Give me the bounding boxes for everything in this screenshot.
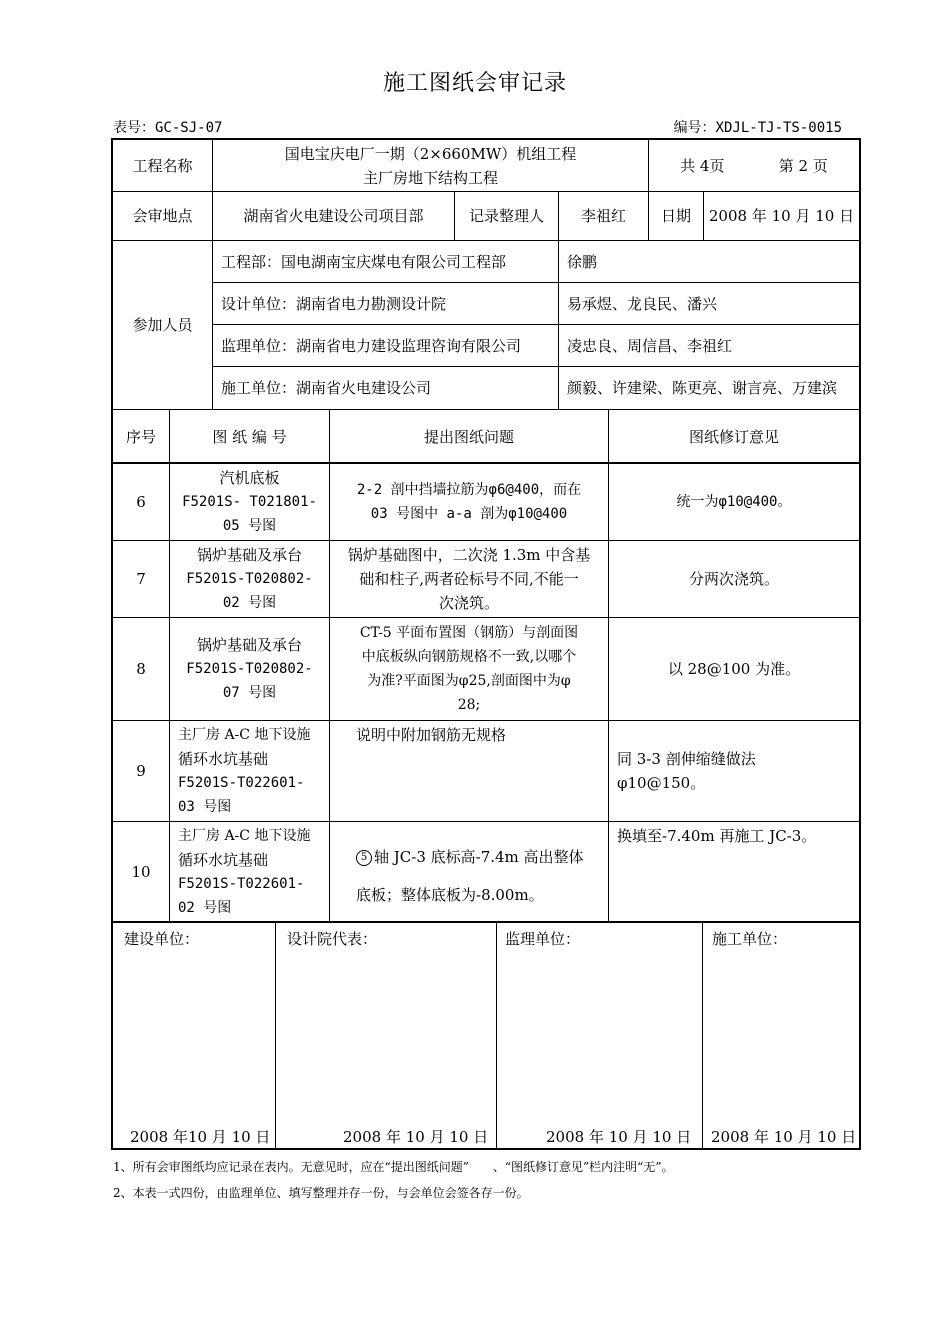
issue-line-text: 轴 JC-3 底标高-7.4m 高出整体 — [374, 848, 584, 866]
page-current: 第 2 页 — [778, 156, 828, 175]
drawing-line: F5201S- T021801- — [182, 494, 317, 510]
issue-line: 为准?平面图为φ25,剖面图中为φ — [367, 673, 571, 689]
drawing-line: 03 号图 — [178, 799, 232, 815]
row-number: 10 — [112, 821, 170, 923]
participant-unit: 监理单位：湖南省电力建设监理咨询有限公司 — [212, 324, 559, 367]
date-label: 日期 — [648, 191, 704, 241]
fix-text: 统一为φ10@400。 — [608, 463, 860, 541]
project-name-line2: 主厂房地下结构工程 — [362, 168, 498, 187]
issue-line: 中底板纵向钢筋规格不一致,以哪个 — [361, 649, 577, 665]
participants-label: 参加人员 — [112, 240, 213, 410]
issue-text: 说明中附加钢筋无规格 — [329, 720, 609, 822]
participant-people: 凌忠良、周信昌、李祖红 — [558, 324, 860, 367]
venue-label: 会审地点 — [112, 191, 213, 241]
drawing-line: 主厂房 A-C 地下设施 — [178, 727, 311, 743]
issue-line: CT-5 平面布置图（钢筋）与剖面图 — [359, 625, 579, 641]
owner-sign-label: 建设单位： — [124, 930, 200, 948]
participant-people: 颜毅、许建梁、陈更亮、谢言亮、万建滨 — [558, 366, 860, 410]
drawing-line: 锅炉基础及承台 — [196, 636, 302, 654]
issue-line: 础和柱子,两者砼标号不同,不能一 — [359, 570, 579, 588]
axis-circle-marker: 5 — [356, 850, 372, 866]
drawing-line: F5201S-T022601- — [178, 876, 305, 892]
participant-unit: 施工单位：湖南省火电建设公司 — [212, 366, 559, 410]
col-header-drawing: 图 纸 编 号 — [169, 409, 330, 464]
document-title: 施工图纸会审记录 — [382, 71, 567, 96]
fix-text: 分两次浇筑。 — [608, 540, 860, 618]
participant-unit: 设计单位：湖南省电力勘测设计院 — [212, 282, 559, 325]
drawing-line: 02 号图 — [222, 595, 277, 611]
drawing-line: 循环水坑基础 — [178, 851, 269, 869]
designer-sign-date: 2008 年 10 月 10 日 — [343, 1128, 489, 1146]
form-number: 表号：GC-SJ-07 — [113, 120, 223, 136]
recorder-label: 记录整理人 — [454, 191, 559, 241]
drawing-line: 锅炉基础及承台 — [196, 546, 302, 564]
contractor-sign-date: 2008 年 10 月 10 日 — [711, 1128, 857, 1146]
project-label: 工程名称 — [112, 139, 213, 192]
col-header-issue: 提出图纸问题 — [329, 409, 609, 464]
drawing-line: 02 号图 — [178, 900, 232, 916]
issue-line: 次浇筑。 — [438, 594, 499, 612]
issue-line: 2-2 剖中挡墙拉筋为φ6@400，而在 — [356, 482, 582, 498]
row-number: 7 — [112, 540, 170, 618]
drawing-line: 07 号图 — [222, 685, 277, 701]
fix-text: 以 28@100 为准。 — [608, 617, 860, 721]
drawing-line: F5201S-T020802- — [186, 661, 313, 677]
col-header-fix: 图纸修订意见 — [608, 409, 860, 464]
footnote: 2、本表一式四份，由监理单位、填写整理并存一份，与会单位会签各存一份。 — [113, 1186, 529, 1200]
venue: 湖南省火电建设公司项目部 — [212, 191, 455, 241]
row-number: 6 — [112, 463, 170, 541]
table-outer-frame — [111, 138, 861, 1150]
row-number: 8 — [112, 617, 170, 721]
pages-total: 共 4页 — [680, 156, 725, 175]
drawing-line: 汽机底板 — [219, 469, 280, 487]
drawing-line: F5201S-T022601- — [178, 775, 305, 791]
designer-sign-label: 设计院代表： — [287, 930, 378, 948]
participant-people: 徐鹏 — [558, 240, 860, 283]
supervisor-sign-label: 监理单位： — [505, 930, 581, 948]
project-name-line1: 国电宝庆电厂一期（2×660MW）机组工程 — [284, 144, 577, 163]
drawing-line: F5201S-T020802- — [186, 571, 313, 587]
issue-line: 28; — [457, 697, 481, 713]
drawing-line: 主厂房 A-C 地下设施 — [178, 828, 311, 844]
row-number: 9 — [112, 720, 170, 822]
drawing-line: 05 号图 — [222, 518, 277, 534]
fix-text: 换填至-7.40m 再施工 JC-3。 — [608, 821, 860, 923]
recorder: 李祖红 — [558, 191, 649, 241]
participant-people: 易承煜、龙良民、潘兴 — [558, 282, 860, 325]
participant-unit: 工程部：国电湖南宝庆煤电有限公司工程部 — [212, 240, 559, 283]
issue-line: 锅炉基础图中，二次浇 1.3m 中含基 — [347, 546, 591, 564]
serial-number: 编号：XDJL-TJ-TS-0015 — [673, 120, 842, 136]
supervisor-sign-date: 2008 年 10 月 10 日 — [546, 1128, 692, 1146]
contractor-sign-label: 施工单位： — [712, 930, 788, 948]
col-header-no: 序号 — [112, 409, 170, 464]
fix-line: 同 3-3 剖伸缩缝做法 — [617, 750, 756, 768]
footnote: 1、所有会审图纸均应记录在表内。无意见时，应在“提出图纸问题” 、“图纸修订意见”栏内注明“无”。 — [113, 1160, 674, 1174]
fix-line: φ10@150。 — [617, 774, 706, 792]
issue-line: 03 号图中 a-a 剖为φ10@400 — [370, 506, 568, 522]
drawing-line: 循环水坑基础 — [178, 750, 269, 768]
date: 2008 年 10 月 10 日 — [703, 191, 860, 241]
owner-sign-date: 2008 年10 月 10 日 — [130, 1128, 271, 1146]
issue-line: 底板；整体底板为-8.00m。 — [356, 886, 544, 904]
